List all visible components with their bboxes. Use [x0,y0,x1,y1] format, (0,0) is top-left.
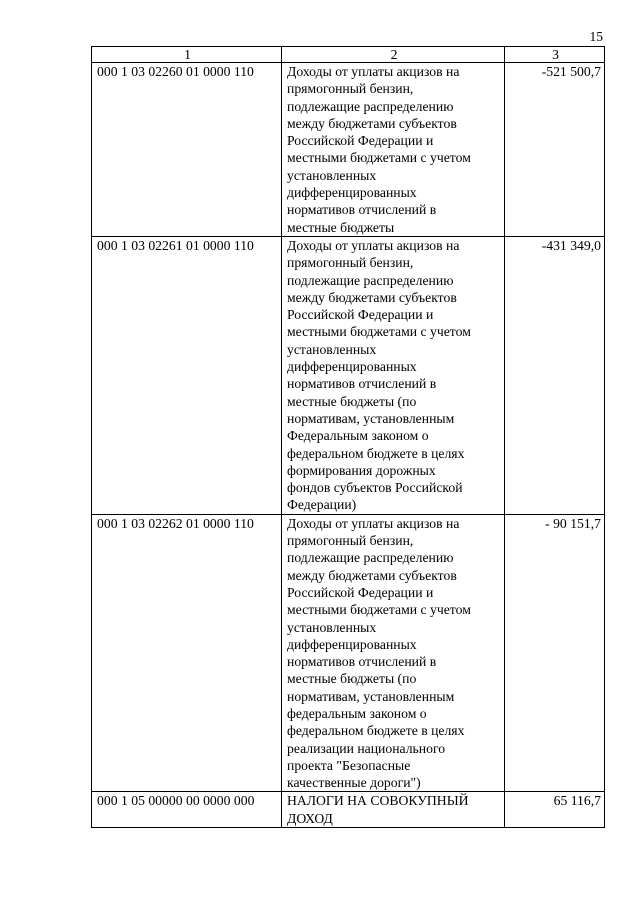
column-header-code: 1 [92,47,282,63]
revenue-name-line: установленных [287,619,377,635]
table-row [92,63,605,237]
revenue-code: 000 1 03 02261 01 0000 110 [92,236,282,514]
revenue-name-line: формирования дорожных [287,462,436,478]
revenue-name-line: подлежащие распределению [287,550,454,566]
revenue-name-line: нормативам, установленным [287,410,455,426]
revenue-name-line: федеральным законом о [287,705,427,721]
revenue-name-line: местными бюджетами с учетом [287,150,471,166]
revenue-name-line: нормативов отчислений в [287,654,437,670]
revenue-name-line: дифференцированных [287,359,417,375]
budget-revenue-table [91,46,605,828]
revenue-name-line: местные бюджеты (по [287,671,417,687]
revenue-name-line: между бюджетами субъектов [287,289,457,305]
revenue-name-line: Доходы от уплаты акцизов на [287,515,460,531]
revenue-name-line: НАЛОГИ НА СОВОКУПНЫЙ [287,793,469,809]
revenue-amount: - 90 151,7 [505,514,605,792]
table-row [92,514,605,792]
revenue-name-line: Российской Федерации и [287,133,434,149]
table-row [92,236,605,514]
revenue-name-line: прямогонный бензин, [287,255,414,271]
revenue-name [282,63,505,237]
revenue-amount: -521 500,7 [505,63,605,237]
revenue-name [282,514,505,792]
revenue-name-line: нормативов отчислений в [287,376,437,392]
revenue-name-line: нормативов отчислений в [287,202,437,218]
revenue-name-line: федеральном бюджете в целях [287,445,465,461]
column-header-name: 2 [282,47,505,63]
revenue-name-line: фондов субъектов Российской [287,480,463,496]
revenue-name-line: Федеральным законом о [287,428,429,444]
revenue-name-line: дифференцированных [287,185,417,201]
table-row [92,792,605,828]
revenue-name-line: Российской Федерации и [287,584,434,600]
revenue-name [282,236,505,514]
table-body [92,63,605,828]
revenue-name-line: местными бюджетами с учетом [287,324,471,340]
revenue-name-line: реализации национального [287,740,446,756]
column-header-amount: 3 [505,47,605,63]
revenue-name-line: между бюджетами субъектов [287,115,457,131]
revenue-name [282,792,505,828]
revenue-name-line: федеральном бюджете в целях [287,723,465,739]
revenue-name-line: Доходы от уплаты акцизов на [287,64,460,79]
revenue-name-line: проекта "Безопасные [287,757,411,773]
revenue-name-line: дифференцированных [287,636,417,652]
revenue-amount: 65 116,7 [505,792,605,828]
revenue-name-line: установленных [287,341,377,357]
revenue-name-line: Доходы от уплаты акцизов на [287,237,460,253]
revenue-name-line: местные бюджеты (по [287,393,417,409]
revenue-amount: -431 349,0 [505,236,605,514]
revenue-name-line: установленных [287,167,377,183]
revenue-name-line: прямогонный бензин, [287,81,414,97]
header-row [92,47,605,63]
revenue-name-line: местные бюджеты [287,219,395,235]
revenue-name-line: между бюджетами субъектов [287,567,457,583]
revenue-name-line: Федерации) [287,497,357,513]
revenue-name-line: Российской Федерации и [287,307,434,323]
revenue-name-line: качественные дороги") [287,775,421,791]
revenue-name-line: подлежащие распределению [287,98,454,114]
revenue-code: 000 1 03 02262 01 0000 110 [92,514,282,792]
revenue-name-line: подлежащие распределению [287,272,454,288]
revenue-code: 000 1 05 00000 00 0000 000 [92,792,282,828]
revenue-name-line: местными бюджетами с учетом [287,602,471,618]
revenue-code: 000 1 03 02260 01 0000 110 [92,63,282,237]
revenue-name-line: прямогонный бензин, [287,533,414,549]
revenue-name-line: ДОХОД [287,810,333,826]
revenue-name-line: нормативам, установленным [287,688,455,704]
page-number: 15 [589,29,603,44]
table-header [92,47,605,63]
